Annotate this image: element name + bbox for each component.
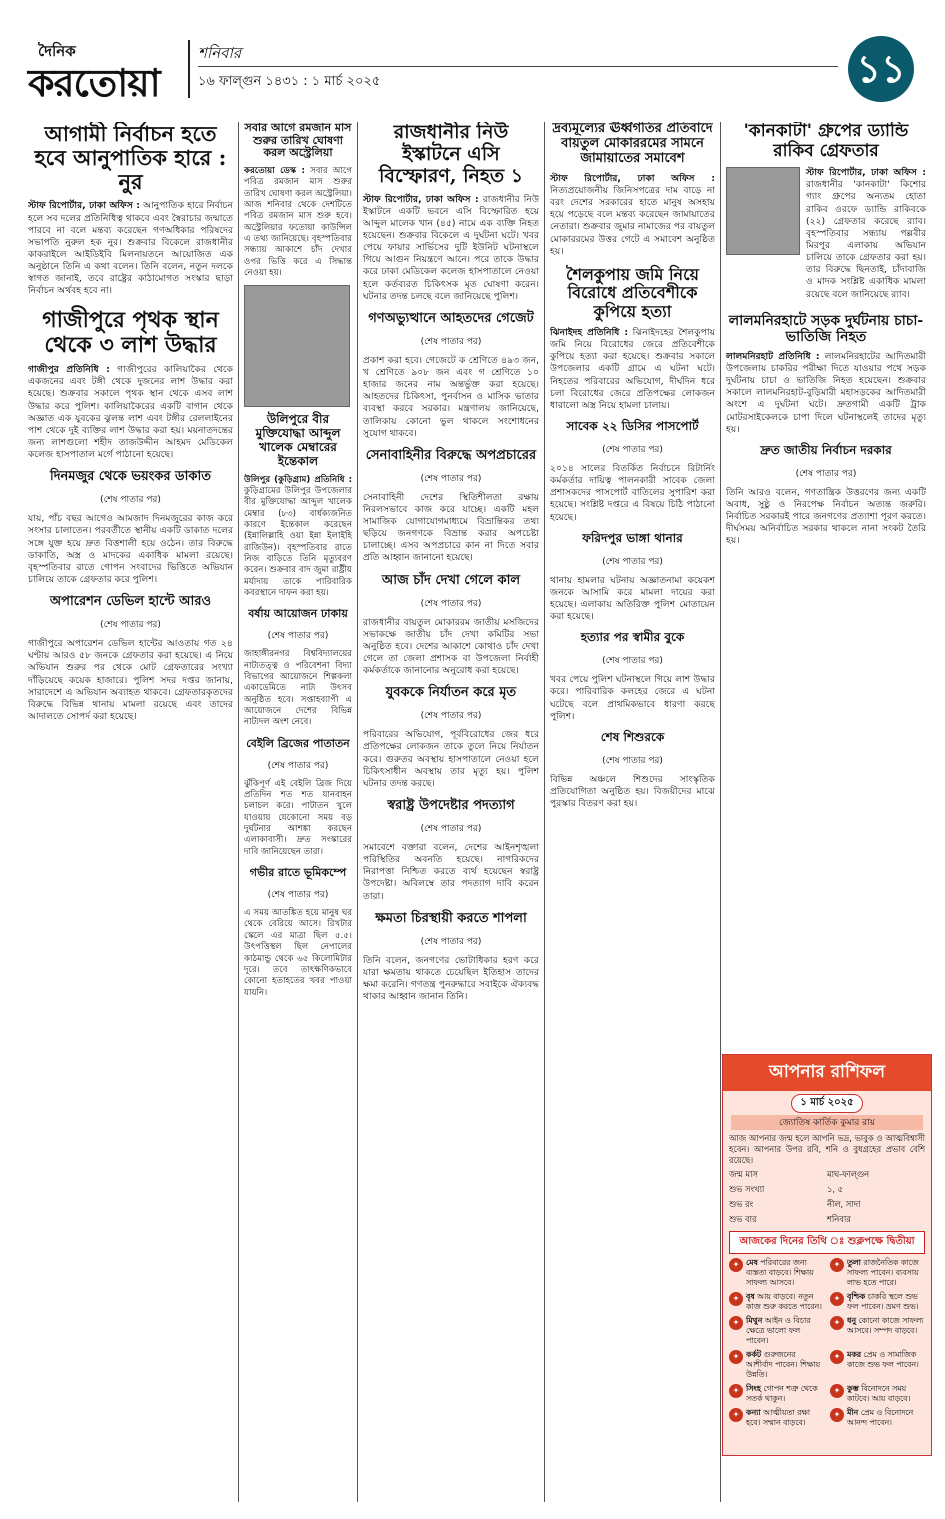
- subhead-home-adviser[interactable]: স্বরাষ্ট্র উপদেষ্টার পদত্যাগ: [387, 798, 515, 814]
- article-freedom-text: কুড়িগ্রামের উলিপুর উপজেলার বীর মুক্তিযোদ্ধা আব্দুল খালেক মেম্বার (৮৩) বার্ধক্যজনিত কারণে ইন্তেকাল করেছেন (ইন্নালিল্লাহি ওয়া ইন্না ইলাইহি রাজিউন)। বৃহস্পতিবার রাতে নিজ বাড়িতে তিনি মৃত্যুবরণ করেন। শুক্রবার বাদ জুমা রাষ্ট্রীয় মর্যাদায় তাকে পারিবারিক কবরস্থানে দাফন করা হয়।: [244, 485, 352, 598]
- horoscope-info-label: শুভ বার: [729, 1214, 757, 1225]
- subhead-national-election[interactable]: দ্রুত জাতীয় নির্বাচন দরকার: [760, 442, 892, 457]
- horoscope-intro: আজ আপনার জন্ম হলে আপনি ভদ্র, ভাবুক ও আত্মবিশ্বাসী হবেন। আপনার উপর রবি, শনি ও বুধগ্রহের প্রভাব বেশি রয়েছে।: [729, 1133, 925, 1165]
- zodiac-icon: ✦: [830, 1350, 844, 1364]
- horoscope-info-label: জন্ম মাস: [729, 1169, 758, 1180]
- zodiac-entry: [830, 1384, 925, 1404]
- subhead-youth[interactable]: যুবককে নির্যাতন করে মৃত: [385, 685, 517, 701]
- zodiac-name: মীন: [847, 1407, 859, 1417]
- tithi-banner: আজকের দিনের তিথি ঃ শুক্লপক্ষে দ্বিতীয়া: [729, 1231, 925, 1254]
- zodiac-icon: ✦: [830, 1384, 844, 1398]
- zodiac-text: বিনোদনে সময় কাটবে। আয় বাড়বে।: [847, 1384, 911, 1403]
- continued-note: (শেষ পাতার পর): [420, 711, 482, 722]
- issue-date: ১৬ ফাল্গুন ১৪৩১ : ১ মার্চ ২০২৫: [198, 74, 381, 89]
- column-5: [726, 122, 926, 1047]
- horoscope-box: [722, 1054, 932, 1456]
- horoscope-info-value: নীল, সাদা: [827, 1199, 861, 1210]
- article-land-text: ঝিনাইদহের শৈলকুপায় জমি নিয়ে বিরোধের জেরে প্রতিবেশীকে কুপিয়ে হত্যা করা হয়েছে। শুক্রবার সকালে উপজেলার একটি গ্রামে এ ঘটনা ঘটে। নিহতের পরিবারের অভিযোগ, দীর্ঘদিন ধরে চলা বিরোধের জেরে প্রতিপক্ষের লোকজন ধারালো অস্ত্র নিয়ে হামলা চালায়।: [550, 326, 715, 411]
- zodiac-text: আত্মীয়তা রক্ষা হবে। সম্মান বাড়বে।: [746, 1407, 811, 1427]
- zodiac-icon: ✦: [729, 1408, 743, 1422]
- zodiac-name: সিংহ: [746, 1384, 761, 1393]
- masthead-divider: [188, 40, 190, 98]
- zodiac-entry: [830, 1408, 925, 1428]
- article-devil-text: গাজীপুরে অপারেশন ডেভিল হান্টের আওতায় গত ২৪ ঘণ্টায় আরও ৫৮ জনকে গ্রেফতার করা হয়েছে। এ নিয়ে অভিযান শুরুর পর থেকে মোট গ্রেফতারের সংখ্যা দাঁড়িয়েছে কয়েক হাজারে। পুলিশ সদর দপ্তর জানায়, সারাদেশে এ অভিযান অব্যাহত থাকবে। গ্রেফতারকৃতদের বিরুদ্ধে বিভিন্ন থানায় মামলা রয়েছে এবং তাদের আদালতে সোপর্দ করা হয়েছে।: [28, 638, 233, 722]
- headline-freedom-fighter[interactable]: উলিপুরে বীর মুক্তিযোদ্ধা আব্দুল খালেক মেম্বারের ইন্তেকাল: [255, 412, 341, 468]
- headline-ramadan[interactable]: সবার আগে রমজান মাস শুরুর তারিখ ঘোষণা করল অস্ট্রেলিয়া: [244, 122, 352, 160]
- continued-note: (শেষ পাতার পর): [420, 598, 482, 609]
- subhead-borsha[interactable]: বর্ষায় আয়োজন ঢাকায়: [248, 607, 348, 621]
- article-national-text: তিনি আরও বলেন, গণতান্ত্রিক উত্তরণের জন্য একটি অবাধ, সুষ্ঠু ও নিরপেক্ষ নির্বাচন অত্যন্ত জরুরি। নির্বাচিত সরকারই পারে জনগণের প্রত্যাশা পূরণ করতে। দীর্ঘসময় অনির্বাচিত সরকার থাকলে নানা সংকট তৈরি হয়।: [726, 486, 926, 547]
- article-gang-text: রাজধানীর 'কানকাটা' কিশোর গ্যাং গ্রুপের অন্যতম হোতা রাকিব ওরফে ড্যান্ডি রাকিবকে (২২) গ্রেফতার করেছে র‌্যাব। বৃহস্পতিবার সন্ধ্যায় পল্লবীর মিরপুর এলাকায় অভিযান চালিয়ে তাকে গ্রেফতার করা হয়। তার বিরুদ্ধে ছিনতাই, চাঁদাবাজি ও মাদক সংশ্লিষ্ট একাধিক মামলা রয়েছে বলে জানিয়েছে র‌্যাব।: [806, 179, 926, 300]
- continued-note: (শেষ পাতার পর): [267, 760, 329, 771]
- headline-lalmonirhat[interactable]: লালমনিরহাটে সড়ক দুর্ঘটনায় চাচা-ভাতিজি নিহত: [728, 312, 924, 345]
- zodiac-entry: [830, 1292, 925, 1312]
- zodiac-icon: ✦: [729, 1292, 743, 1306]
- article-power-text: তিনি বলেন, জনগণের ভোটাধিকার হরণ করে যারা ক্ষমতায় থাকতে চেয়েছিল ইতিহাস তাদের ক্ষমা করেনি। গণতন্ত্র পুনরুদ্ধারে সবাইকে ঐক্যবদ্ধ থাকার আহ্বান জানান তিনি।: [363, 954, 539, 1003]
- column-divider: [238, 122, 239, 1502]
- issue-day: শনিবার: [198, 44, 242, 62]
- article-borsha-text: জাহাঙ্গীরনগর বিশ্ববিদ্যালয়ের নাট্যতত্ত্ব ও পরিবেশনা বিদ্যা বিভাগের আয়োজনে শিল্পকলা একাডেমিতে নাট্য উৎসব অনুষ্ঠিত হবে। সপ্তাহব্যাপী এ আয়োজনে দেশের বিভিন্ন নাট্যদল অংশ নেবে।: [244, 649, 352, 728]
- continued-note: (শেষ পাতার পর): [602, 556, 663, 567]
- article-gazette-text: প্রকাশ করা হবে। গেজেটে ক শ্রেণিতে ৪৯৩ জন, খ শ্রেণিতে ৯০৮ জন এবং গ শ্রেণিতে ১০ হাজার জনের নাম অন্তর্ভুক্ত করা হয়েছে। আহতদের চিকিৎসা, পুনর্বাসন ও মাসিক ভাতার ব্যবস্থা করবে সরকার। মন্ত্রণালয় জানিয়েছে, তালিকায় কোনো ভুল থাকলে সংশোধনের সুযোগ থাকবে।: [363, 354, 539, 439]
- zodiac-icon: ✦: [830, 1258, 844, 1272]
- column-divider: [720, 122, 721, 1502]
- zodiac-text: কোনো কাজে সাফল্য আসবে। সম্পদ বাড়বে।: [847, 1316, 924, 1336]
- byline-ramadan: করতোয়া ডেস্ক :: [244, 165, 305, 176]
- zodiac-entry: [830, 1316, 925, 1346]
- zodiac-icon: ✦: [729, 1316, 743, 1330]
- zodiac-text: আইন ও বিচার ক্ষেত্রে ভালো ফল পাবেন।: [746, 1316, 811, 1346]
- zodiac-text: প্রেম ও বিনোদনে আনন্দ পাবেন।: [847, 1407, 914, 1427]
- subhead-faridpur[interactable]: ফরিদপুর ভাঙ্গা থানার: [582, 530, 683, 545]
- continued-note: (শেষ পাতার পর): [100, 620, 161, 631]
- continued-note: (শেষ পাতার পর): [420, 473, 482, 484]
- zodiac-entry: [729, 1350, 824, 1380]
- zodiac-name: কন্যা: [746, 1407, 761, 1417]
- byline-lalmonirhat: লালমনিরহাট প্রতিনিধি :: [726, 350, 820, 362]
- subhead-power[interactable]: ক্ষমতা চিরস্থায়ী করতে শাপলা: [375, 910, 527, 926]
- horoscope-info-value: মাঘ-ফাল্গুন: [827, 1169, 870, 1180]
- continued-note: (শেষ পাতার পর): [100, 495, 161, 506]
- continued-note: (শেষ পাতার পর): [602, 755, 663, 766]
- headline-gazipur[interactable]: গাজীপুরে পৃথক স্থান থেকে ৩ লাশ উদ্ধার: [42, 306, 219, 358]
- headline-bazar-rally[interactable]: দ্রব্যমূল্যের ঊর্ধ্বগতির প্রতিবাদে বায়তুল মোকাররমের সামনে জামায়াতের সমাবেশ: [552, 122, 713, 166]
- subhead-moon[interactable]: আজ চাঁদ দেখা গেলে কাল: [381, 572, 521, 588]
- column-3: [363, 122, 539, 1502]
- article-last-text: বিভিন্ন অঞ্চলে শিশুদের সাংস্কৃতিক প্রতিযোগিতা অনুষ্ঠিত হয়। বিজয়ীদের মাঝে পুরস্কার বিতরণ করা হয়।: [550, 773, 715, 810]
- suspect-photo: [726, 167, 800, 255]
- continued-note: (শেষ পাতার পর): [602, 444, 663, 455]
- article-ramadan-text: সবার আগে পবিত্র রমজান মাস শুরুর তারিখ ঘোষণা করল অস্ট্রেলিয়া। আজ শনিবার থেকে দেশটিতে পবিত্র রমজান মাস শুরু হবে। অস্ট্রেলিয়ার ফতোয়া কাউন্সিল এ তথ্য জানিয়েছে। বৃহস্পতিবার সন্ধ্যায় আকাশে চাঁদ দেখার ওপর ভিত্তি করে এ সিদ্ধান্ত নেওয়া হয়।: [244, 165, 352, 279]
- zodiac-name: বৃশ্চিক: [847, 1292, 866, 1302]
- continued-note: (শেষ পাতার পর): [420, 936, 482, 947]
- zodiac-name: মকর: [847, 1350, 862, 1360]
- zodiac-name: মেষ: [746, 1258, 758, 1268]
- article-faridpur-text: থানায় হামলার ঘটনায় অজ্ঞাতনামা কয়েকশ জনকে আসামি করে মামলা দায়ের করা হয়েছে। এলাকায় অতিরিক্ত পুলিশ মোতায়েন করা হয়েছে।: [550, 574, 715, 623]
- subhead-gazette[interactable]: গণঅভ্যুত্থানে আহতদের গেজেট: [368, 310, 534, 326]
- zodiac-icon: ✦: [830, 1408, 844, 1422]
- horoscope-info-value: শনিবার: [827, 1214, 851, 1225]
- article-election-text: আনুপাতিক হারে নির্বাচন হলে সব দলের প্রতিনিধিত্ব থাকবে এবং স্বৈরাচার জন্মাতে পারবে না বলে মন্তব্য করেছেন গণঅধিকার পরিষদের সভাপতি নুরুল হক নুর। শুক্রবার বিকেলে রাজধানীর কাকরাইলে আইডিইবি মিলনায়তনে আয়োজিত এক অনুষ্ঠানে তিনি এ কথা বলেন। তিনি বলেন, নতুন দলকে স্বাগত জানাই, তবে রাষ্ট্রের কাঠামোগত সংস্কার ছাড়া নির্বাচন অর্থবহ হবে না।: [28, 200, 233, 297]
- article-quake-text: এ সময় আতঙ্কিত হয়ে মানুষ ঘর থেকে বেরিয়ে আসে। রিখটার স্কেলে এর মাত্রা ছিল ৫.৫। উৎপত্তিস্থল ছিল নেপালের কাঠমান্ডু থেকে ৬৫ কিলোমিটার দূরে। তবে তাৎক্ষণিকভাবে কোনো হতাহতের খবর পাওয়া যায়নি।: [244, 908, 352, 998]
- continued-note: (শেষ পাতার পর): [602, 656, 663, 667]
- column-2: [244, 122, 352, 1502]
- freedom-fighter-photo: [244, 285, 350, 407]
- zodiac-text: রাজনৈতিক কাজে সাফল্য পাবেন। ব্যবসায় লাভ হতে পারে।: [847, 1258, 919, 1288]
- article-ac-blast-text: রাজধানীর নিউ ইস্কাটনে একটি ভবনে এসি বিস্ফোরিত হয়ে আব্দুল মালেক খান (৪৫) নামে এক ব্যক্তি নিহত হয়েছেন। শুক্রবার বিকেলে এ দুর্ঘটনা ঘটে। খবর পেয়ে ফায়ার সার্ভিসের দুটি ইউনিট ঘটনাস্থলে গিয়ে আগুন নিয়ন্ত্রণে আনে। পরে তাকে উদ্ধার করে ঢাকা মেডিকেল কলেজ হাসপাতালে নেওয়া হলে কর্তব্যরত চিকিৎসক মৃত ঘোষণা করেন। ঘটনার তদন্ত চলছে বলে জানিয়েছে পুলিশ।: [363, 193, 539, 302]
- continued-note: (শেষ পাতার পর): [420, 336, 482, 347]
- column-divider: [544, 122, 545, 1502]
- zodiac-entry: [830, 1258, 925, 1288]
- zodiac-name: কর্কট: [746, 1350, 762, 1360]
- masthead: [0, 0, 945, 110]
- headline-land-dispute[interactable]: শৈলকুপায় জমি নিয়ে বিরোধে প্রতিবেশীকে কুপিয়ে হত্যা: [566, 264, 699, 321]
- headline-ac-blast[interactable]: রাজধানীর নিউ ইস্কাটনে এসি বিস্ফোরণ, নিহত ১: [378, 122, 524, 187]
- zodiac-text: চাকরি স্থলে শুভ ফল পাবেন। ভ্রমণ শুভ।: [847, 1292, 919, 1312]
- subhead-bailey-bridge[interactable]: বেইলি ব্রিজের পাতাতন: [246, 736, 350, 750]
- article-bailey-text: ঝুঁকিপূর্ণ এই বেইলি ব্রিজ দিয়ে প্রতিদিন শত শত যানবাহন চলাচল করে। পাটাতন খুলে যাওয়ায় যেকোনো সময় বড় দুর্ঘটনার আশঙ্কা করছেন এলাকাবাসী। দ্রুত সংস্কারের দাবি জানিয়েছেন তারা।: [244, 778, 352, 857]
- column-4: [550, 122, 715, 1502]
- zodiac-name: বৃষ: [746, 1292, 755, 1302]
- column-1: [28, 122, 233, 1502]
- article-gazipur-text: গাজীপুরের কালিয়াকৈর থেকে একজনের এবং টঙ্গী থেকে দুজনের লাশ উদ্ধার করা হয়েছে। শুক্রবার সকালে পৃথক স্থান থেকে এসব লাশ উদ্ধার করে পুলিশ। কালিয়াকৈরের একটি বাগান থেকে অজ্ঞাত এক যুবকের ঝুলন্ত লাশ এবং টঙ্গীর রেললাইনের পাশ থেকে দুই ব্যক্তির লাশ উদ্ধার করা হয়। ময়নাতদন্তের জন্য লাশগুলো শহীদ তাজউদ্দীন আহমদ মেডিকেল কলেজ হাসপাতাল মর্গে পাঠানো হয়েছে।: [28, 364, 233, 461]
- zodiac-name: মিথুন: [746, 1316, 763, 1326]
- horoscope-title: আপনার রাশিফল: [723, 1055, 931, 1091]
- zodiac-entry: [830, 1350, 925, 1380]
- zodiac-entry: [729, 1316, 824, 1346]
- zodiac-icon: ✦: [729, 1384, 743, 1398]
- zodiac-name: কুম্ভ: [847, 1384, 859, 1393]
- zodiac-entry: [729, 1292, 824, 1312]
- article-bazar-text: নিত্যপ্রয়োজনীয় জিনিসপত্রের দাম বাড়ে না বরং দেশের সরকারের হাতে মানুষ অসহায় হয়ে পড়েছে বলে মন্তব্য করেছেন জামায়াতের নেতারা। শুক্রবার জুমার নামাজের পর বায়তুল মোকাররমের উত্তর গেটে এ সমাবেশ অনুষ্ঠিত হয়।: [550, 184, 715, 257]
- horoscope-info-label: শুভ সংখ্যা: [729, 1184, 765, 1195]
- article-army-text: সেনাবাহিনী দেশের স্থিতিশীলতা রক্ষায় নিরলসভাবে কাজ করে যাচ্ছে। একটি মহল সামাজিক যোগাযোগমাধ্যমে বিভ্রান্তিকর তথ্য ছড়িয়ে জনগণকে বিভ্রান্ত করার অপচেষ্টা চালাচ্ছে। এসব অপপ্রচারে কান না দিতে সবার প্রতি আহ্বান জানানো হয়েছে।: [363, 491, 539, 564]
- byline-ac-blast: স্টাফ রিপোর্টার, ঢাকা অফিস :: [363, 193, 479, 205]
- headline-gang[interactable]: 'কানকাটা' গ্রুপের ড্যান্ডি রাকিব গ্রেফতার: [743, 122, 909, 161]
- byline-land: ঝিনাইদহ প্রতিনিধি :: [550, 326, 628, 338]
- zodiac-icon: ✦: [729, 1258, 743, 1272]
- subhead-army[interactable]: সেনাবাহিনীর বিরুদ্ধে অপপ্রচারের: [365, 447, 537, 463]
- zodiac-text: আয় বাড়বে। নতুন কাজ শুরু করতে পারেন।: [746, 1292, 822, 1312]
- article-youth-text: পরিবারের অভিযোগ, পূর্ববিরোধের জের ধরে প্রতিপক্ষের লোকজন তাকে তুলে নিয়ে নির্যাতন করে। গুরুতর অবস্থায় হাসপাতালে নেওয়া হলে চিকিৎসাধীন অবস্থায় তার মৃত্যু হয়। পুলিশ ঘটনার তদন্ত করছে।: [363, 729, 539, 789]
- page-number-badge: ১১: [848, 36, 914, 102]
- headline-election[interactable]: আগামী নির্বাচন হতে হবে আনুপাতিক হারে : নুর: [34, 122, 227, 195]
- horoscope-author: জ্যোতিষ কার্তিক কুমার রায়: [731, 1115, 923, 1130]
- horoscope-date: ১ মার্চ ২০২৫: [791, 1094, 862, 1113]
- zodiac-text: গোপন শত্রু থেকে সতর্ক থাকুন।: [746, 1384, 818, 1403]
- article-passport-text: ২০১৪ সালের বিতর্কিত নির্বাচনে রিটার্নিং কর্মকর্তার দায়িত্ব পালনকারী সাবেক জেলা প্রশাসকদের পাসপোর্ট বাতিলের সুপারিশ করা হয়েছে। সংশ্লিষ্ট দপ্তরে এ বিষয়ে চিঠি পাঠানো হয়েছে।: [550, 462, 715, 523]
- article-dacoit-text: যায়, পাঁচ বছর আগেও আমজাদ দিনমজুরের কাজ করে সংসার চালাতেন। পরবর্তীতে স্থানীয় একটি ডাকাত দলের সঙ্গে যুক্ত হয়ে দ্রুত বিত্তশালী হয়ে ওঠেন। তার বিরুদ্ধে ডাকাতি, অস্ত্র ও মাদকের একাধিক মামলা রয়েছে। বৃহস্পতিবার রাতে গোপন সংবাদের ভিত্তিতে অভিযান চালিয়ে তাকে গ্রেফতার করে পুলিশ।: [28, 513, 233, 585]
- continued-note: (শেষ পাতার পর): [420, 824, 482, 835]
- byline-gazipur: গাজীপুর প্রতিনিধি :: [28, 364, 110, 376]
- zodiac-name: ধনু: [847, 1316, 857, 1326]
- zodiac-icon: ✦: [830, 1292, 844, 1306]
- byline-freedom: উলিপুর (কুড়িগ্রাম) প্রতিনিধি :: [244, 474, 352, 485]
- subhead-murder[interactable]: হত্যার পর স্বামীর বুকে: [580, 630, 685, 645]
- zodiac-entry: [729, 1384, 824, 1404]
- brand-prefix: দৈনিক: [38, 42, 76, 60]
- horoscope-info-label: শুভ রং: [729, 1199, 754, 1210]
- zodiac-entry: [729, 1258, 824, 1288]
- byline-gang: স্টাফ রিপোর্টার, ঢাকা অফিস :: [806, 167, 926, 179]
- zodiac-entry: [729, 1408, 824, 1428]
- article-murder-text: খবর পেয়ে পুলিশ ঘটনাস্থলে গিয়ে লাশ উদ্ধার করে। পারিবারিক কলহের জেরে এ ঘটনা ঘটেছে বলে প্রাথমিকভাবে ধারণা করছে পুলিশ।: [550, 674, 715, 722]
- horoscope-info-table: [729, 1168, 925, 1227]
- byline-bazar: স্টাফ রিপোর্টার, ঢাকা অফিস :: [550, 172, 715, 184]
- zodiac-name: তুলা: [847, 1258, 861, 1268]
- article-home-text: সমাবেশে বক্তারা বলেন, দেশের আইনশৃঙ্খলা পরিস্থিতির অবনতি হয়েছে। নাগরিকদের নিরাপত্তা নিশ্চিত করতে ব্যর্থ হয়েছেন স্বরাষ্ট্র উপদেষ্টা। অবিলম্বে তার পদত্যাগ দাবি করেন তারা।: [363, 842, 539, 902]
- zodiac-text: পরিবারের জন্য ব্যস্ততা বাড়বে। শিক্ষায় সাফল্য আসবে।: [746, 1258, 814, 1288]
- zodiac-icon: ✦: [729, 1350, 743, 1364]
- subhead-last-page[interactable]: শেষ শিশুরকে: [600, 729, 665, 744]
- column-divider: [357, 122, 358, 1502]
- byline-election: স্টাফ রিপোর্টার, ঢাকা অফিস :: [28, 200, 140, 212]
- subhead-devil-hunt[interactable]: অপারেশন ডেভিল হান্টে আরও: [49, 594, 212, 610]
- zodiac-grid: [729, 1258, 925, 1432]
- zodiac-text: গুরুজনের আশীর্বাদ পাবেন। শিক্ষায় উন্নতি।: [746, 1350, 821, 1380]
- article-lalmonirhat-text: লালমনিরহাটের আদিতমারী উপজেলায় চাকরির পরীক্ষা দিতে যাওয়ার পথে সড়ক দুর্ঘটনায় চাচা ও ভাতিজি নিহত হয়েছেন। শুক্রবার সকালে লালমনিরহাট-বুড়িমারী মহাসড়কের আদিতমারী অংশে এ দুর্ঘটনা ঘটে। দ্রুতগামী একটি ট্রাক মোটরসাইকেলকে চাপা দিলে ঘটনাস্থলেই তাদের মৃত্যু হয়।: [726, 350, 926, 435]
- zodiac-text: প্রেম ও সামাজিক কাজে শুভ ফল পাবেন।: [847, 1350, 919, 1370]
- continued-note: (শেষ পাতার পর): [267, 890, 329, 901]
- subhead-passport[interactable]: সাবেক ২২ ডিসির পাসপোর্ট: [566, 418, 699, 433]
- masthead-rule: [198, 66, 838, 67]
- horoscope-info-value: ১, ৫: [827, 1184, 844, 1195]
- article-moon-text: রাজধানীর বায়তুল মোকাররম জাতীয় মসজিদের সভাকক্ষে জাতীয় চাঁদ দেখা কমিটির সভা অনুষ্ঠিত হবে। দেশের আকাশে কোথাও চাঁদ দেখা গেলে তা জেলা প্রশাসক বা উপজেলা নির্বাহী কর্মকর্তাকে জানানোর অনুরোধ করা হয়েছে।: [363, 616, 539, 677]
- subhead-earthquake[interactable]: গভীর রাতে ভূমিকম্পে: [249, 866, 347, 880]
- subhead-dacoit[interactable]: দিনমজুর থেকে ভয়ংকর ডাকাত: [49, 469, 212, 485]
- continued-note: (শেষ পাতার পর): [267, 631, 329, 642]
- continued-note: (শেষ পাতার পর): [795, 468, 857, 479]
- zodiac-icon: ✦: [830, 1316, 844, 1330]
- newspaper-logo: করতোয়া: [28, 60, 160, 105]
